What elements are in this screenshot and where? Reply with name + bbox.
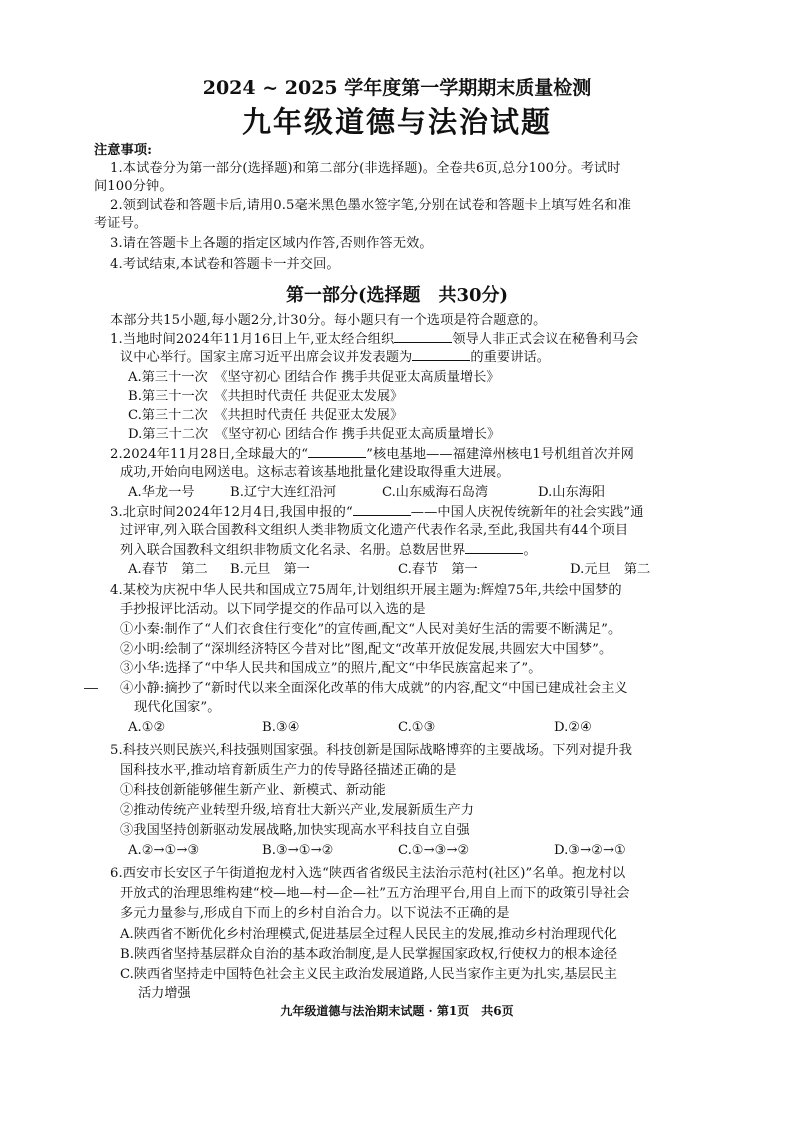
part-1-intro: 本部分共15小题,每小题2分,计30分。每小题只有一个选项是符合题意的。	[110, 313, 547, 328]
q1-stem-2a: 议中心举行。国家主席习近平出席会议并发表题为	[120, 350, 413, 365]
note-2-line-1: 2.领到试卷和答题卡后,请用0.5毫米黑色墨水签字笔,分别在试卷和答题卡上填写姓名和准	[110, 198, 631, 213]
q5-option-b: B.③→①→②	[262, 843, 334, 858]
q3-stem-3b: 。	[523, 543, 537, 558]
q2-option-c: C.山东威海石岛湾	[382, 485, 489, 500]
q4-option-a: A.①②	[128, 720, 166, 735]
q1-stem-line-1	[110, 330, 638, 349]
q3-blank-2	[465, 541, 523, 554]
q3-stem-line-1	[110, 503, 644, 522]
stray-pen-mark	[84, 688, 98, 689]
q2-blank	[308, 445, 366, 458]
q1-stem-1b: 领导人非正式会议在秘鲁利马会	[452, 332, 639, 347]
q3-stem-3a: 列入联合国教科文组织非物质文化名录、名册。总数居世界	[120, 543, 466, 558]
q3-option-d: D.元旦 第二	[570, 562, 651, 577]
q1-stem-line-2	[120, 348, 550, 367]
exam-period-title: 2024 ~ 2025 学年度第一学期期末质量检测	[202, 77, 592, 99]
q5-stem-line-1: 5.科技兴则民族兴,科技强则国家强。科技创新是国际战略博弈的主要战场。下列对提升我	[110, 743, 632, 758]
q4-statement-4-line-2: 现代化国家”。	[134, 700, 221, 715]
q4-statement-2: ②小明:绘制了“深圳经济特区今昔对比”图,配文“改革开放促发展,共圆宏大中国梦”。	[120, 642, 613, 657]
q3-option-c: C.春节 第一	[398, 562, 478, 577]
note-2-line-2: 考证号。	[94, 216, 148, 231]
q4-statement-3: ③小华:选择了“中华人民共和国成立”的照片,配文“中华民族富起来了”。	[120, 661, 542, 676]
q5-option-d: D.③→②→①	[554, 843, 626, 858]
q1-stem-2b: 的重要讲话。	[470, 350, 551, 365]
q6-option-c-line-2: 活力增强	[138, 986, 191, 1001]
exam-subject-title: 九年级道德与法治试题	[241, 105, 552, 139]
q1-option-c: C.第三十二次 《共担时代责任 共促亚太发展》	[128, 408, 404, 423]
q4-stem-line-2: 手抄报评比活动。以下同学提交的作品可以入选的是	[120, 602, 426, 617]
q5-option-a: A.②→①→③	[128, 843, 200, 858]
q2-stem-1a: 2.2024年11月28日,全球最大的“	[110, 447, 309, 462]
note-3: 3.请在答题卡上各题的指定区域内作答,否则作答无效。	[110, 236, 433, 251]
q6-option-a: A.陕西省不断优化乡村治理模式,促进基层全过程人民民主的发展,推动乡村治理现代化	[120, 927, 617, 942]
note-1-line-1: 1.本试卷分为第一部分(选择题)和第二部分(非选择题)。全卷共6页,总分100分。考试时	[110, 161, 621, 176]
q4-option-b: B.③④	[262, 720, 300, 735]
q5-option-c: C.①→③→②	[398, 843, 470, 858]
q2-stem-1b: ”核电基地——福建漳州核电1号机组首次并网	[366, 447, 634, 462]
note-1-line-2: 间100分钟。	[94, 179, 173, 194]
q3-stem-1b: ——中国人庆祝传统新年的社会实践”通	[410, 505, 644, 520]
q6-stem-line-1: 6.西安市长安区子午街道抱龙村入选“陕西省省级民主法治示范村(社区)”名单。抱龙村以	[110, 866, 626, 881]
notes-heading: 注意事项:	[94, 143, 153, 158]
q4-option-c: C.①③	[398, 720, 436, 735]
q1-option-b: B.第三十一次 《共担时代责任 共促亚太发展》	[128, 389, 404, 404]
part-1-title: 第一部分(选择题 共30分)	[285, 285, 509, 306]
q3-stem-line-3	[120, 541, 537, 560]
q2-stem-line-1	[110, 445, 634, 464]
q3-blank-1	[353, 503, 411, 516]
q5-statement-2: ②推动传统产业转型升级,培育壮大新兴产业,发展新质生产力	[120, 803, 475, 818]
q2-option-d: D.山东海阳	[538, 485, 606, 500]
q4-statement-1: ①小秦:制作了“人们衣食住行变化”的宣传画,配文“人民对美好生活的需要不断满足”。	[120, 622, 622, 637]
q6-option-c-line-1: C.陕西省坚持走中国特色社会主义民主政治发展道路,人民当家作主更为扎实,基层民主	[120, 967, 617, 982]
q3-stem-line-2: 过评审,列入联合国教科文组织人类非物质文化遗产代表作名录,至此,我国共有44个项目	[120, 523, 629, 538]
q4-stem-line-1: 4.某校为庆祝中华人民共和国成立75周年,计划组织开展主题为:辉煌75年,共绘中国梦的	[110, 583, 622, 598]
q2-option-a: A.华龙一号	[128, 485, 195, 500]
q6-stem-line-2: 开放式的治理思维构建“校—地—村—企—社”五方治理平台,用自上而下的政策引导社会	[120, 886, 630, 901]
q2-option-b: B.辽宁大连红沿河	[230, 485, 337, 500]
q1-option-a: A.第三十一次 《坚守初心 团结合作 携手共促亚太高质量增长》	[128, 370, 500, 385]
q4-statement-4-line-1: ④小静:摘抄了“新时代以来全面深化改革的伟大成就”的内容,配文“中国已建成社会主义	[120, 681, 628, 696]
q6-option-b: B.陕西省坚持基层群众自治的基本政治制度,是人民掌握国家政权,行使权力的根本途径	[120, 947, 618, 962]
q1-blank-2	[412, 348, 470, 361]
q2-stem-line-2: 成功,开始向电网送电。这标志着该基地批量化建设取得重大进展。	[120, 465, 510, 480]
q4-option-d: D.②④	[554, 720, 592, 735]
q3-option-a: A.春节 第二	[128, 562, 208, 577]
q6-stem-line-3: 多元力量参与,形成自下而上的乡村自治合力。以下说法不正确的是	[120, 906, 510, 921]
q5-statement-3: ③我国坚持创新驱动发展战略,加快实现高水平科技自立自强	[120, 823, 470, 838]
q3-option-b: B.元旦 第一	[230, 562, 310, 577]
note-4: 4.考试结束,本试卷和答题卡一并交回。	[110, 257, 340, 272]
q1-option-d: D.第三十二次 《坚守初心 团结合作 携手共促亚太高质量增长》	[128, 427, 501, 442]
q3-stem-1a: 3.北京时间2024年12月4日,我国申报的“	[110, 505, 353, 520]
q5-statement-1: ①科技创新能够催生新产业、新模式、新动能	[120, 783, 386, 798]
page-footer: 九年级道德与法治期末试题 · 第1页 共6页	[280, 1004, 514, 1018]
q1-stem-1a: 1.当地时间2024年11月16日上午,亚太经合组织	[110, 332, 395, 347]
q5-stem-line-2: 国科技水平,推动培育新质生产力的传导路径描述正确的是	[120, 763, 457, 778]
q1-blank-1	[394, 330, 452, 343]
